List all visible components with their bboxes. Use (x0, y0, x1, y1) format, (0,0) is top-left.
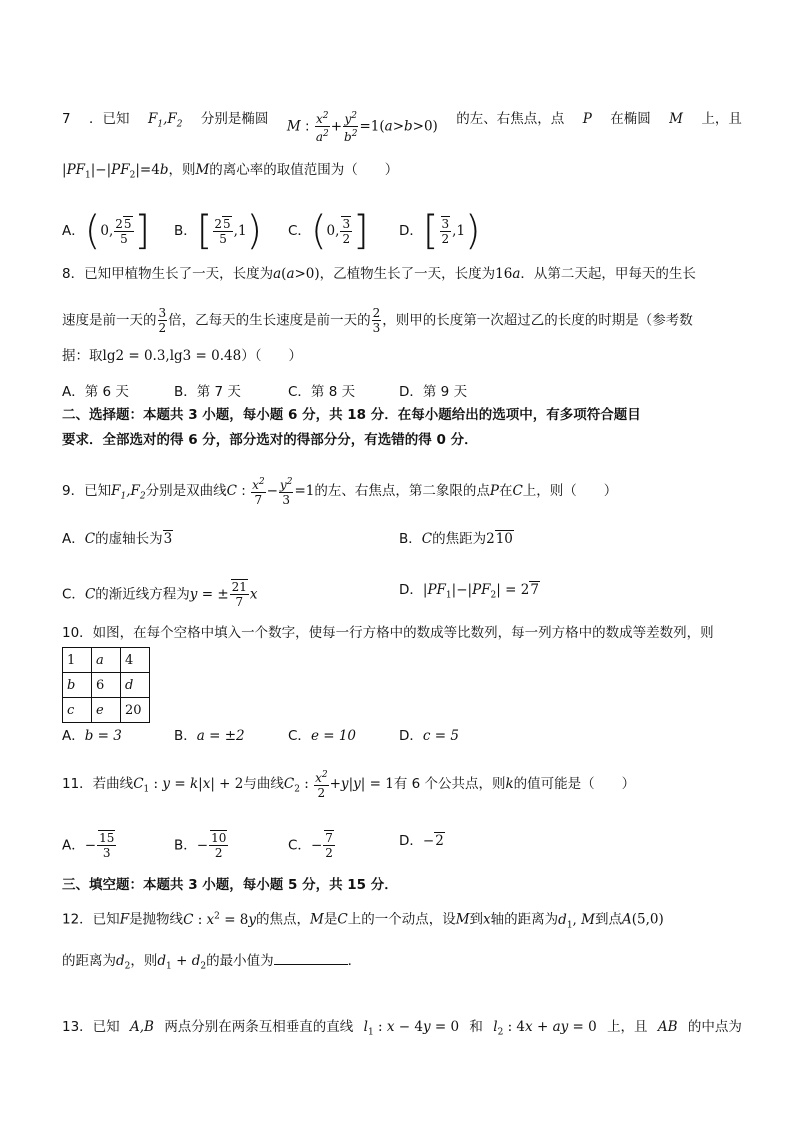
q7-option-b[interactable]: B．[ $\frac{25}{5}$ ,1) (174, 208, 263, 254)
q8-line3: 据：取lg2 = 0.3,lg3 = 0.48）（ ） (62, 348, 302, 364)
q12-line2: 的距离为$d_2$，则$d_1 + d_2$的最小值为 ． (62, 950, 742, 977)
q9-hyperbola-equation: C : $\frac{x^2}{7}$ − $\frac{y^2}{3}$ =1 (226, 477, 315, 507)
q7-foci: $F_1,F_2$ (147, 111, 183, 130)
q11-option-c[interactable]: C．− $\frac{7}{2}$ (288, 831, 333, 860)
q11-option-a[interactable]: A．− $\frac{15}{3}$ (62, 831, 115, 860)
q13-line1: 13．已知 A,B 两点分别在两条互相垂直的直线 $l_1$ : x − 4y = 0 和 $l_2$ : 4x + ay = 0 上，且 AB 的中点为 (62, 1019, 742, 1038)
q12-line1: 12．已知F是抛物线C : $x^2 = 8y$的焦点，M是C上的一个动点，设M到x轴的距离为$d_1$, M到点A(5,0) (62, 911, 664, 931)
grid-cell: e (92, 698, 121, 723)
q7-number: 7 (62, 111, 71, 127)
q8-option-c[interactable]: C．第 8 天 (288, 384, 356, 400)
q7-condition: $|PF_1|-|PF_2|=4b$ (62, 162, 169, 181)
q8-option-a[interactable]: A．第 6 天 (62, 384, 129, 400)
grid-cell: 6 (92, 673, 121, 698)
grid-cell: b (63, 673, 92, 698)
grid-cell: d (121, 673, 150, 698)
q10-number-grid (62, 647, 150, 723)
q11-line1: 11．若曲线$C_1$ : y = k|x| + 2与曲线$C_2$ : $\frac{x^2}{2}$ +y|y| = 1有 6 个公共点，则k的值可能是（ ） (62, 770, 636, 800)
q8-option-d[interactable]: D．第 9 天 (399, 384, 468, 400)
q9-option-a[interactable]: A．C的虚轴长为3 (62, 531, 173, 547)
q10-line1: 10．如图，在每个空格中填入一个数字，使每一行方格中的数成等比数列，每一列方格中的数成等差数列，则 (62, 625, 714, 641)
q7-ellipse-equation: M : $\frac{x^2}{a^2}$ + $\frac{y^2}{b^2}$ =1(a>b>0) (286, 111, 438, 144)
q10-option-b[interactable]: B．a = ±2 (174, 728, 245, 744)
grid-cell: 20 (121, 698, 150, 723)
grid-cell: 1 (63, 648, 92, 673)
q9-option-d[interactable]: D．$|PF_1|-|PF_2| = 27$ (399, 582, 539, 601)
section3-heading: 三、填空题：本题共 3 小题，每小题 5 分，共 15 分． (62, 877, 398, 893)
q11-option-d[interactable]: D．−2 (399, 833, 444, 849)
q7-line1: 7 ．已知 $F_1,F_2$ 分别是椭圆 M : $\frac{x^2}{a^2}$ + $\frac{y^2}{b^2}$ =1(a>b>0) 的左、右焦点，点 P 在椭圆 M 上，且 (62, 111, 742, 144)
grid-cell: c (63, 698, 92, 723)
q9-line1: 9．已知$F_1,F_2$分别是双曲线C : $\frac{x^2}{7}$ − $\frac{y^2}{3}$ =1的左、右焦点，第二象限的点P在C上，则（ ） (62, 477, 618, 507)
q7-option-c[interactable]: C．(0, $\frac{3}{2}$ ] (288, 208, 369, 254)
q7-option-a[interactable]: A．(0, $\frac{25}{5}$ ] (62, 208, 151, 254)
q7-line2: $|PF_1|-|PF_2|=4b$，则M的离心率的取值范围为（ ） (62, 162, 399, 181)
q8-line1: 8．已知甲植物生长了一天，长度为a(a>0)，乙植物生长了一天，长度为16a．从第二天起，甲每天的生长 (62, 266, 696, 282)
q9-option-c[interactable]: C．C的渐近线方程为y = ± $\frac{21}{7}$ x (62, 580, 258, 609)
q9-option-b[interactable]: B．C的焦距为210 (399, 531, 513, 547)
q10-option-d[interactable]: D．c = 5 (399, 728, 459, 744)
q10-option-c[interactable]: C．e = 10 (288, 728, 356, 744)
q8-line2: 速度是前一天的 $\frac{3}{2}$ 倍，乙每天的生长速度是前一天的 $\frac{2}{3}$ ，则甲的长度第一次超过乙的长度的时期是（参考数 (62, 306, 693, 335)
section2-heading-cont: 要求．全部选对的得 6 分，部分选对的得部分分，有选错的得 0 分． (62, 432, 478, 448)
q8-option-b[interactable]: B．第 7 天 (174, 384, 241, 400)
grid-cell: 4 (121, 648, 150, 673)
section2-heading: 二、选择题：本题共 3 小题，每小题 6 分，共 18 分．在每小题给出的选项中，有多项符合题目 (62, 407, 641, 423)
q10-option-a[interactable]: A．b = 3 (62, 728, 122, 744)
q7-option-d[interactable]: D．[ $\frac{3}{2}$ ,1) (399, 208, 481, 254)
q12-answer-blank[interactable] (274, 950, 348, 965)
grid-cell: a (92, 648, 121, 673)
q11-option-b[interactable]: B．− $\frac{10}{2}$ (174, 831, 227, 860)
